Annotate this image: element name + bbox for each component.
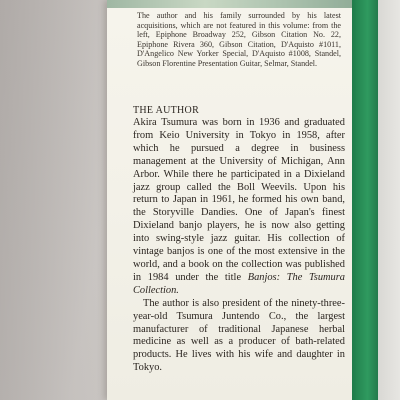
bio-paragraph-2: The author is also president of the ninety-three-year-old Tsumura Juntendo Co., the largest manufacturer of traditional Japanese herbal medicine as well as a producer of bath-related products. He lives with his wife and daughter in Tokyo.	[133, 297, 345, 374]
bio-paragraph-1	[133, 117, 345, 298]
bio-text-1: Akira Tsumura was born in 1936 and graduated from Keio University in Tokyo in 1958, after which he pursued a degree in business management at the University of Michigan, Ann Arbor. While there he participated in a Dixieland jazz group called the Boll Weevils. Upon his return to Japan in 1961, he formed his own band, the Storyville Dandies. One of Japan's finest Dixieland banjo players, he is now also getting into swing-style jazz guitar. His collection of vintage banjos is one of the most extensive in the world, and a book on the collection was published in 1984 under the title	[133, 117, 345, 283]
green-book-spine	[352, 0, 378, 400]
author-bio	[133, 117, 345, 375]
section-heading: THE AUTHOR	[133, 105, 200, 116]
book-title: Banjos: The Tsumura Collection.	[133, 271, 345, 296]
page-edge	[378, 0, 400, 400]
backdrop-shadow	[0, 0, 120, 400]
photo-caption: The author and his family surrounded by his latest acquisitions, which are not featured in this volume: from the left, Epiphone Broadway 252, Gibson Citation No. 22, Epiphone Rivera 360, Gibson Citation, D'Aquisto #1011, D'Angelico New Yorker Special, D'Aquisto #1008, Standel, Gibson Florentine Presentation Guitar, Selmar, Standel.	[137, 11, 341, 68]
book-flap-page	[107, 0, 352, 400]
photo-bottom-edge	[107, 0, 352, 8]
